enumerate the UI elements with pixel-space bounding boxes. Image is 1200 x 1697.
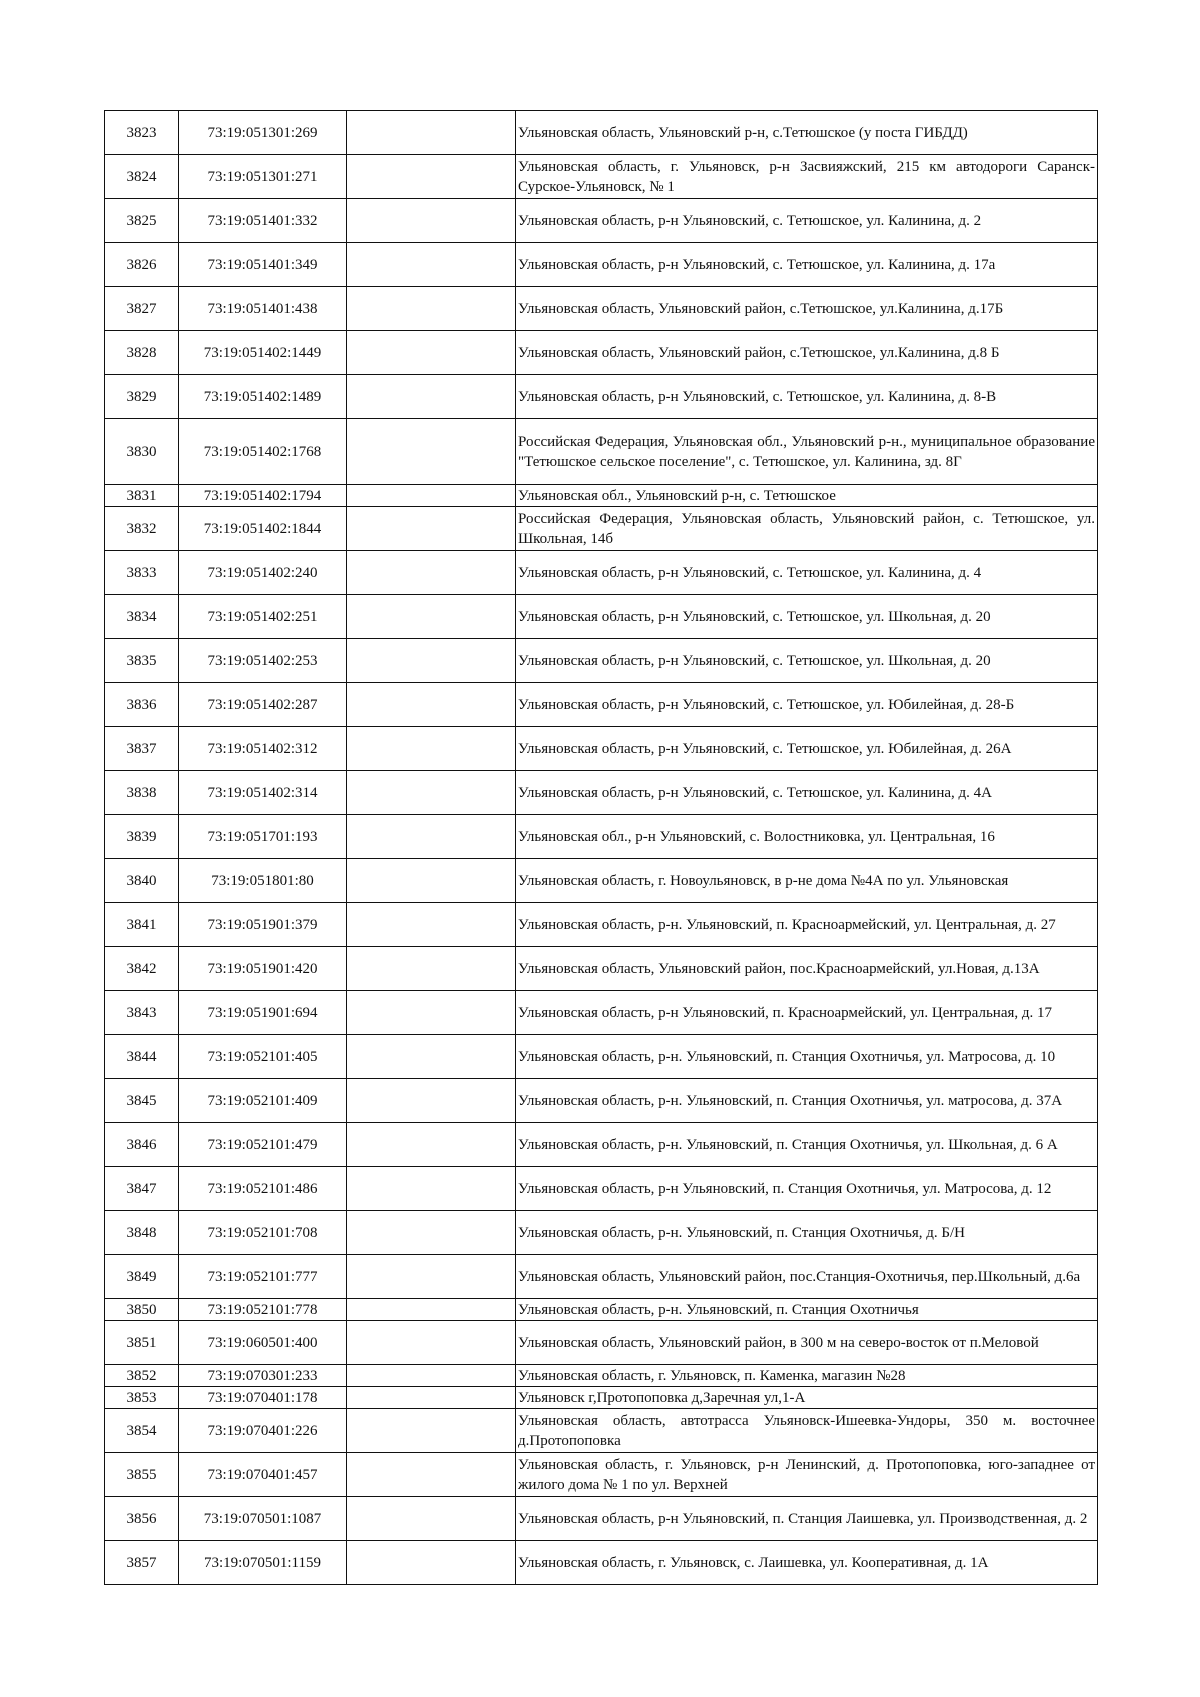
table-row <box>105 1211 1098 1255</box>
address-cell: Ульяновская область, г. Ульяновск, с. Лаишевка, ул. Кооперативная, д. 1А <box>516 1541 1098 1585</box>
row-number-cell: 3829 <box>105 375 179 419</box>
empty-cell <box>347 199 516 243</box>
row-number-cell: 3855 <box>105 1453 179 1497</box>
address-cell: Ульяновская область, р-н. Ульяновский, п. Красноармейский, ул. Центральная, д. 27 <box>516 903 1098 947</box>
cadastral-number-cell: 73:19:051402:1489 <box>179 375 347 419</box>
row-number-cell: 3823 <box>105 111 179 155</box>
cadastral-number-cell: 73:19:052101:777 <box>179 1255 347 1299</box>
cadastral-number-cell: 73:19:051402:251 <box>179 595 347 639</box>
empty-cell <box>347 331 516 375</box>
table-row <box>105 903 1098 947</box>
table-row <box>105 1365 1098 1387</box>
empty-cell <box>347 243 516 287</box>
cadastral-number-cell: 73:19:051402:312 <box>179 727 347 771</box>
cadastral-number-cell: 73:19:051401:332 <box>179 199 347 243</box>
cadastral-number-cell: 73:19:051402:314 <box>179 771 347 815</box>
table-row <box>105 551 1098 595</box>
table-row <box>105 1299 1098 1321</box>
row-number-cell: 3846 <box>105 1123 179 1167</box>
cadastral-number-cell: 73:19:052101:409 <box>179 1079 347 1123</box>
address-cell: Ульяновская область, р-н. Ульяновский, п. Станция Охотничья, ул. Школьная, д. 6 А <box>516 1123 1098 1167</box>
row-number-cell: 3830 <box>105 419 179 485</box>
table-row <box>105 1409 1098 1453</box>
empty-cell <box>347 727 516 771</box>
cadastral-number-cell: 73:19:051402:287 <box>179 683 347 727</box>
table-row <box>105 243 1098 287</box>
empty-cell <box>347 1255 516 1299</box>
cadastral-number-cell: 73:19:070401:178 <box>179 1387 347 1409</box>
cadastral-number-cell: 73:19:051402:240 <box>179 551 347 595</box>
row-number-cell: 3844 <box>105 1035 179 1079</box>
empty-cell <box>347 859 516 903</box>
table-row <box>105 1453 1098 1497</box>
row-number-cell: 3831 <box>105 485 179 507</box>
address-cell: Ульяновская область, р-н Ульяновский, п. Красноармейский, ул. Центральная, д. 17 <box>516 991 1098 1035</box>
row-number-cell: 3826 <box>105 243 179 287</box>
empty-cell <box>347 287 516 331</box>
address-cell: Ульяновская область, Ульяновский район, с.Тетюшское, ул.Калинина, д.17Б <box>516 287 1098 331</box>
cadastral-number-cell: 73:19:070401:457 <box>179 1453 347 1497</box>
empty-cell <box>347 375 516 419</box>
row-number-cell: 3857 <box>105 1541 179 1585</box>
table-row <box>105 1541 1098 1585</box>
empty-cell <box>347 1035 516 1079</box>
empty-cell <box>347 111 516 155</box>
row-number-cell: 3843 <box>105 991 179 1035</box>
table-row <box>105 639 1098 683</box>
empty-cell <box>347 1167 516 1211</box>
cadastral-number-cell: 73:19:051701:193 <box>179 815 347 859</box>
cadastral-number-cell: 73:19:051401:438 <box>179 287 347 331</box>
cadastral-number-cell: 73:19:070401:226 <box>179 1409 347 1453</box>
address-cell: Ульяновская область, р-н Ульяновский, с. Тетюшское, ул. Школьная, д. 20 <box>516 595 1098 639</box>
table-row <box>105 1321 1098 1365</box>
empty-cell <box>347 815 516 859</box>
row-number-cell: 3848 <box>105 1211 179 1255</box>
address-cell: Ульяновская область, Ульяновский район, в 300 м на северо-восток от п.Меловой <box>516 1321 1098 1365</box>
row-number-cell: 3838 <box>105 771 179 815</box>
table-row <box>105 947 1098 991</box>
row-number-cell: 3842 <box>105 947 179 991</box>
cadastral-number-cell: 73:19:052101:486 <box>179 1167 347 1211</box>
row-number-cell: 3847 <box>105 1167 179 1211</box>
table-row <box>105 1035 1098 1079</box>
address-cell: Ульяновская область, г. Ульяновск, п. Каменка, магазин №28 <box>516 1365 1098 1387</box>
empty-cell <box>347 551 516 595</box>
address-cell: Ульяновская область, Ульяновский район, пос.Станция-Охотничья, пер.Школьный, д.6а <box>516 1255 1098 1299</box>
address-cell: Ульяновская область, р-н Ульяновский, с. Тетюшское, ул. Юбилейная, д. 28-Б <box>516 683 1098 727</box>
row-number-cell: 3832 <box>105 507 179 551</box>
cadastral-number-cell: 73:19:051402:1768 <box>179 419 347 485</box>
address-cell: Ульяновская область, р-н Ульяновский, с. Тетюшское, ул. Школьная, д. 20 <box>516 639 1098 683</box>
address-cell: Ульяновская область, р-н Ульяновский, с. Тетюшское, ул. Калинина, д. 2 <box>516 199 1098 243</box>
row-number-cell: 3840 <box>105 859 179 903</box>
cadastral-number-cell: 73:19:051402:1794 <box>179 485 347 507</box>
empty-cell <box>347 1387 516 1409</box>
table-row <box>105 287 1098 331</box>
table-row <box>105 419 1098 485</box>
address-cell: Российская Федерация, Ульяновская область, Ульяновский район, с. Тетюшское, ул. Школьная, 14б <box>516 507 1098 551</box>
empty-cell <box>347 507 516 551</box>
row-number-cell: 3845 <box>105 1079 179 1123</box>
row-number-cell: 3854 <box>105 1409 179 1453</box>
address-cell: Ульяновская область, Ульяновский район, пос.Красноармейский, ул.Новая, д.13А <box>516 947 1098 991</box>
row-number-cell: 3837 <box>105 727 179 771</box>
row-number-cell: 3827 <box>105 287 179 331</box>
row-number-cell: 3841 <box>105 903 179 947</box>
empty-cell <box>347 1497 516 1541</box>
table-row <box>105 1079 1098 1123</box>
cadastral-number-cell: 73:19:052101:778 <box>179 1299 347 1321</box>
empty-cell <box>347 1299 516 1321</box>
empty-cell <box>347 1541 516 1585</box>
row-number-cell: 3839 <box>105 815 179 859</box>
empty-cell <box>347 419 516 485</box>
cadastral-number-cell: 73:19:051402:253 <box>179 639 347 683</box>
row-number-cell: 3852 <box>105 1365 179 1387</box>
cadastral-number-cell: 73:19:052101:708 <box>179 1211 347 1255</box>
registry-table-body <box>105 111 1098 1585</box>
row-number-cell: 3824 <box>105 155 179 199</box>
row-number-cell: 3853 <box>105 1387 179 1409</box>
table-row <box>105 771 1098 815</box>
empty-cell <box>347 1321 516 1365</box>
empty-cell <box>347 947 516 991</box>
address-cell: Ульяновск г,Протопоповка д,Заречная ул,1-А <box>516 1387 1098 1409</box>
address-cell: Ульяновская область, р-н Ульяновский, с. Тетюшское, ул. Калинина, д. 8-В <box>516 375 1098 419</box>
cadastral-number-cell: 73:19:052101:479 <box>179 1123 347 1167</box>
cadastral-number-cell: 73:19:051901:420 <box>179 947 347 991</box>
row-number-cell: 3835 <box>105 639 179 683</box>
row-number-cell: 3849 <box>105 1255 179 1299</box>
table-row <box>105 485 1098 507</box>
cadastral-number-cell: 73:19:051801:80 <box>179 859 347 903</box>
address-cell: Ульяновская область, р-н Ульяновский, п. Станция Лаишевка, ул. Производственная, д. 2 <box>516 1497 1098 1541</box>
cadastral-number-cell: 73:19:051402:1449 <box>179 331 347 375</box>
table-row <box>105 1255 1098 1299</box>
address-cell: Ульяновская область, р-н. Ульяновский, п. Станция Охотничья, д. Б/Н <box>516 1211 1098 1255</box>
row-number-cell: 3828 <box>105 331 179 375</box>
cadastral-number-cell: 73:19:052101:405 <box>179 1035 347 1079</box>
row-number-cell: 3851 <box>105 1321 179 1365</box>
table-row <box>105 155 1098 199</box>
address-cell: Российская Федерация, Ульяновская обл., Ульяновский р-н., муниципальное образование "Тетюшское сельское поселение", с. Тетюшское, ул. Калинина, зд. 8Г <box>516 419 1098 485</box>
row-number-cell: 3856 <box>105 1497 179 1541</box>
address-cell: Ульяновская обл., р-н Ульяновский, с. Волостниковка, ул. Центральная, 16 <box>516 815 1098 859</box>
address-cell: Ульяновская область, Ульяновский район, с.Тетюшское, ул.Калинина, д.8 Б <box>516 331 1098 375</box>
address-cell: Ульяновская область, г. Ульяновск, р-н Засвияжский, 215 км автодороги Саранск-Сурское-Ульяновск, № 1 <box>516 155 1098 199</box>
empty-cell <box>347 1409 516 1453</box>
empty-cell <box>347 1211 516 1255</box>
address-cell: Ульяновская область, р-н Ульяновский, п. Станция Охотничья, ул. Матросова, д. 12 <box>516 1167 1098 1211</box>
address-cell: Ульяновская область, р-н. Ульяновский, п. Станция Охотничья, ул. матросова, д. 37А <box>516 1079 1098 1123</box>
table-row <box>105 1167 1098 1211</box>
empty-cell <box>347 903 516 947</box>
cadastral-number-cell: 73:19:051901:379 <box>179 903 347 947</box>
empty-cell <box>347 1365 516 1387</box>
address-cell: Ульяновская область, р-н. Ульяновский, п. Станция Охотничья, ул. Матросова, д. 10 <box>516 1035 1098 1079</box>
address-cell: Ульяновская область, р-н Ульяновский, с. Тетюшское, ул. Юбилейная, д. 26А <box>516 727 1098 771</box>
table-row <box>105 815 1098 859</box>
cadastral-number-cell: 73:19:070501:1159 <box>179 1541 347 1585</box>
table-row <box>105 595 1098 639</box>
empty-cell <box>347 771 516 815</box>
row-number-cell: 3836 <box>105 683 179 727</box>
table-row <box>105 375 1098 419</box>
registry-table <box>104 110 1098 1585</box>
address-cell: Ульяновская область, р-н Ульяновский, с. Тетюшское, ул. Калинина, д. 17а <box>516 243 1098 287</box>
address-cell: Ульяновская область, р-н Ульяновский, с. Тетюшское, ул. Калинина, д. 4А <box>516 771 1098 815</box>
cadastral-number-cell: 73:19:051301:271 <box>179 155 347 199</box>
table-row <box>105 331 1098 375</box>
address-cell: Ульяновская область, автотрасса Ульяновск-Ишеевка-Ундоры, 350 м. восточнее д.Протопоповка <box>516 1409 1098 1453</box>
table-row <box>105 859 1098 903</box>
empty-cell <box>347 595 516 639</box>
empty-cell <box>347 991 516 1035</box>
row-number-cell: 3825 <box>105 199 179 243</box>
empty-cell <box>347 1079 516 1123</box>
empty-cell <box>347 155 516 199</box>
empty-cell <box>347 1123 516 1167</box>
table-row <box>105 507 1098 551</box>
address-cell: Ульяновская область, Ульяновский р-н, с.Тетюшское (у поста ГИБДД) <box>516 111 1098 155</box>
table-row <box>105 991 1098 1035</box>
cadastral-number-cell: 73:19:051901:694 <box>179 991 347 1035</box>
cadastral-number-cell: 73:19:070301:233 <box>179 1365 347 1387</box>
row-number-cell: 3834 <box>105 595 179 639</box>
table-row <box>105 1497 1098 1541</box>
row-number-cell: 3833 <box>105 551 179 595</box>
table-row <box>105 683 1098 727</box>
address-cell: Ульяновская область, р-н Ульяновский, с. Тетюшское, ул. Калинина, д. 4 <box>516 551 1098 595</box>
empty-cell <box>347 683 516 727</box>
table-row <box>105 1123 1098 1167</box>
table-row <box>105 199 1098 243</box>
empty-cell <box>347 485 516 507</box>
empty-cell <box>347 639 516 683</box>
cadastral-number-cell: 73:19:070501:1087 <box>179 1497 347 1541</box>
cadastral-number-cell: 73:19:060501:400 <box>179 1321 347 1365</box>
table-row <box>105 1387 1098 1409</box>
address-cell: Ульяновская область, р-н. Ульяновский, п. Станция Охотничья <box>516 1299 1098 1321</box>
cadastral-number-cell: 73:19:051402:1844 <box>179 507 347 551</box>
address-cell: Ульяновская область, г. Новоульяновск, в р-не дома №4А по ул. Ульяновская <box>516 859 1098 903</box>
table-row <box>105 111 1098 155</box>
cadastral-number-cell: 73:19:051301:269 <box>179 111 347 155</box>
row-number-cell: 3850 <box>105 1299 179 1321</box>
address-cell: Ульяновская обл., Ульяновский р-н, с. Тетюшское <box>516 485 1098 507</box>
table-row <box>105 727 1098 771</box>
address-cell: Ульяновская область, г. Ульяновск, р-н Ленинский, д. Протопоповка, юго-западнее от жилого дома № 1 по ул. Верхней <box>516 1453 1098 1497</box>
empty-cell <box>347 1453 516 1497</box>
cadastral-number-cell: 73:19:051401:349 <box>179 243 347 287</box>
